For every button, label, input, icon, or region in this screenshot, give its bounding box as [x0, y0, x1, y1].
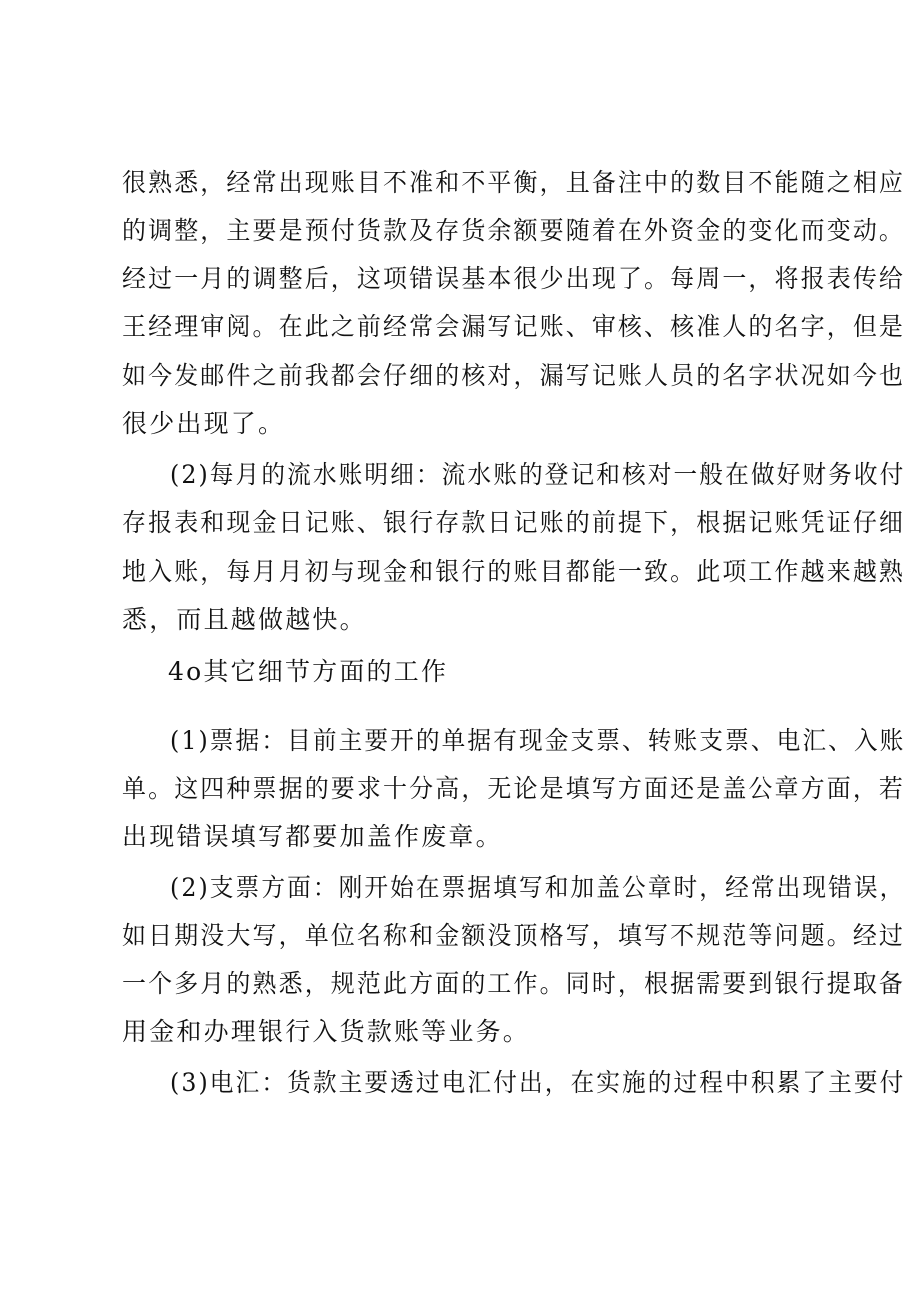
text-line: 悉，而且越做越快。 — [122, 605, 367, 634]
heading-line: 4o其它细节方面的工作 — [168, 657, 449, 686]
text-line: 用金和办理银行入货款账等业务。 — [122, 1017, 531, 1046]
text-line: 出现错误填写都要加盖作废章。 — [122, 822, 503, 851]
text-line: (2)支票方面：刚开始在票据填写和加盖公章时，经常出现错误， — [170, 873, 906, 902]
text-line: 很熟悉，经常出现账目不准和不平衡，且备注中的数目不能随之相应 — [122, 168, 906, 197]
text-line: 单。这四种票据的要求十分高，无论是填写方面还是盖公章方面，若 — [122, 774, 906, 803]
text-line: 地入账，每月月初与现金和银行的账目都能一致。此项工作越来越熟 — [122, 557, 906, 586]
text-line: 存报表和现金日记账、银行存款日记账的前提下，根据记账凭证仔细 — [122, 508, 906, 537]
text-line: 王经理审阅。在此之前经常会漏写记账、审核、核准人的名字，但是 — [122, 312, 906, 341]
text-line: 如今发邮件之前我都会仔细的核对，漏写记账人员的名字状况如今也 — [122, 361, 906, 390]
text-line: 如日期没大写，单位名称和金额没顶格写，填写不规范等问题。经过 — [122, 921, 906, 950]
text-line: (2)每月的流水账明细：流水账的登记和核对一般在做好财务收付 — [170, 460, 906, 489]
text-line: (3)电汇：货款主要透过电汇付出，在实施的过程中积累了主要付 — [170, 1068, 906, 1097]
text-line: (1)票据：目前主要开的单据有现金支票、转账支票、电汇、入账 — [170, 726, 906, 755]
text-line: 很少出现了。 — [122, 409, 286, 438]
text-line: 经过一月的调整后，这项错误基本很少出现了。每周一，将报表传给 — [122, 264, 906, 293]
text-line: 的调整，主要是预付货款及存货余额要随着在外资金的变化而变动。 — [122, 216, 906, 245]
text-line: 一个多月的熟悉，规范此方面的工作。同时，根据需要到银行提取备 — [122, 969, 906, 998]
